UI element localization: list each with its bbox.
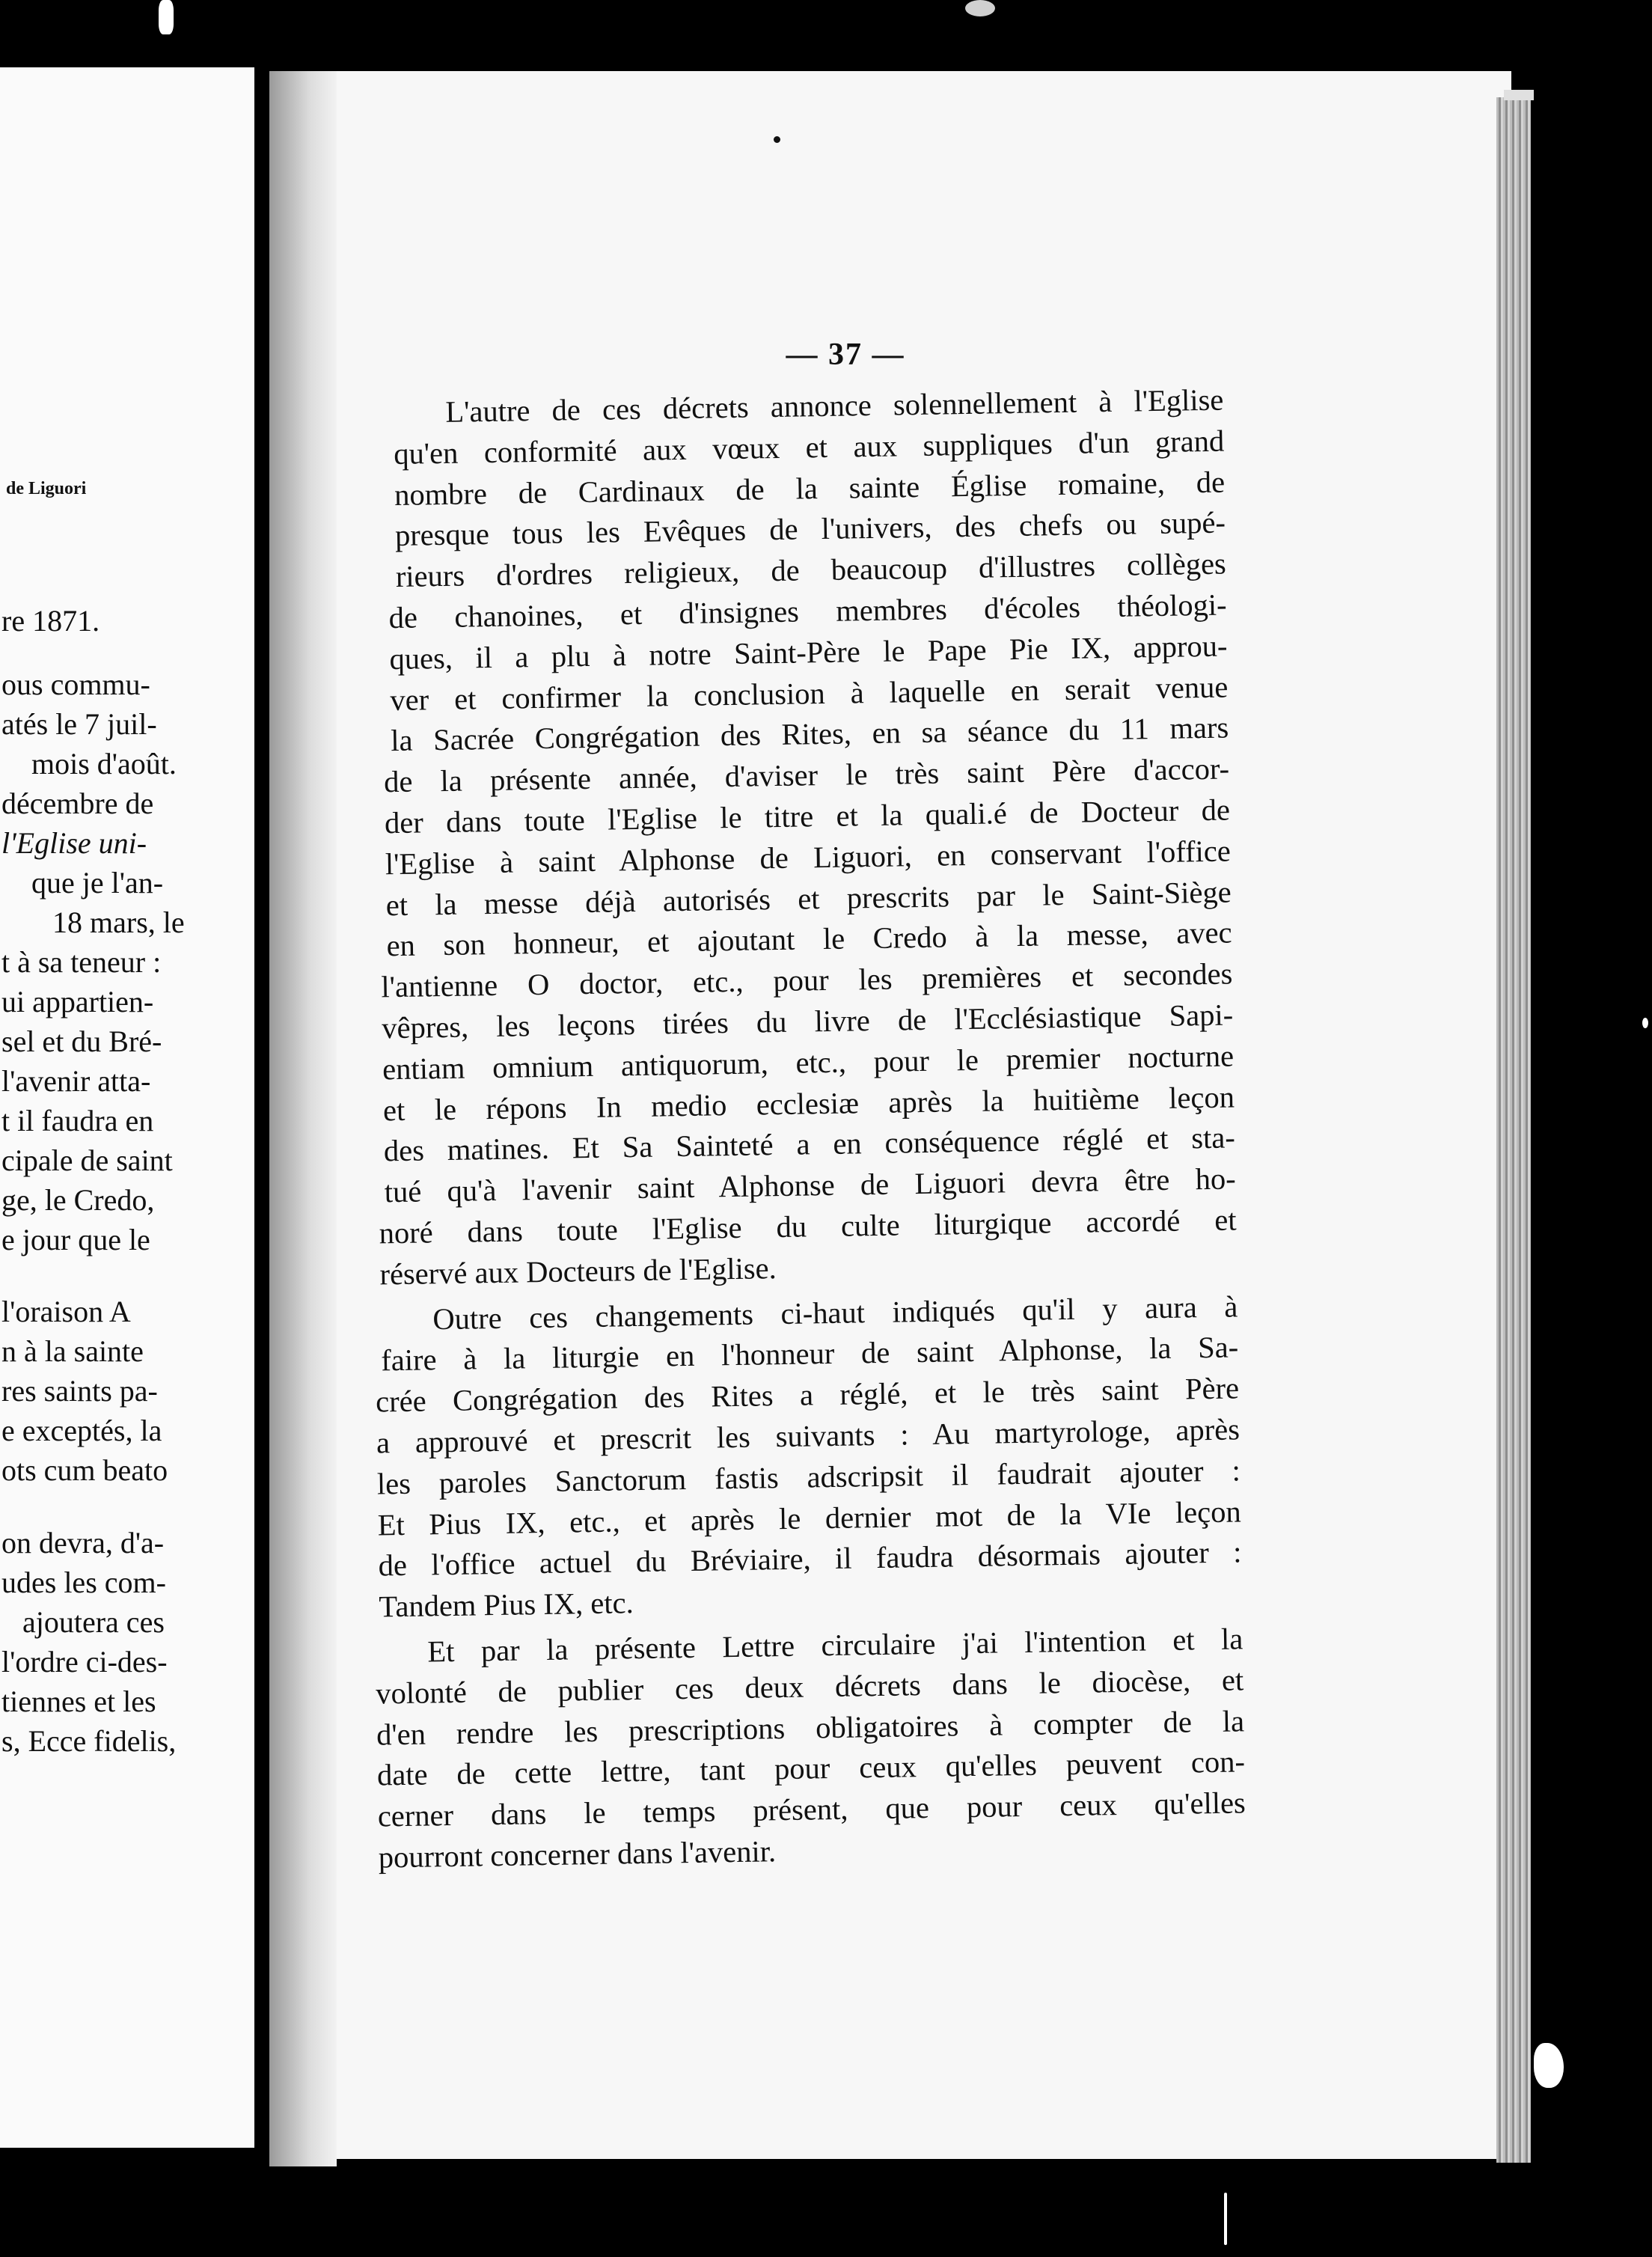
text-line: entiam omnium antiquorum, etc., pour le premier nocturne <box>382 1039 1235 1087</box>
text-line: Outre ces changements ci-haut indiqués qu'il y aura à <box>432 1289 1238 1336</box>
text-line: de l'office actuel du Bréviaire, il faudra désormais ajouter : <box>378 1535 1242 1583</box>
left-line: l'ordre ci-des- <box>1 1645 168 1679</box>
left-line: décembre de <box>1 787 154 820</box>
text-line: l'Eglise à saint Alphonse de Liguori, en conservant l'office <box>385 834 1232 881</box>
text-line: pourront concerner dans l'avenir. <box>378 1834 777 1875</box>
page-stack-edge <box>1496 97 1531 2163</box>
left-line: re 1871. <box>1 604 100 638</box>
text-line: faire à la liturgie en l'honneur de saint Alphonse, la Sa- <box>380 1330 1239 1378</box>
text-line: cerner dans le temps présent, que pour ceux qu'elles <box>377 1786 1246 1833</box>
text-line: Et Pius IX, etc., et après le dernier mot de la VIe leçon <box>377 1494 1241 1542</box>
scan-speck <box>1642 1018 1648 1028</box>
left-line: 18 mars, le <box>52 905 185 939</box>
text-line: vêpres, les leçons tirées du livre de l'Ecclésiastique Sapi- <box>381 998 1234 1045</box>
left-line: ajoutera ces <box>22 1605 165 1639</box>
left-line: ge, le Credo, <box>1 1183 155 1217</box>
scan-speck <box>1224 2193 1227 2245</box>
left-line: sel et du Bré- <box>1 1024 162 1058</box>
text-line: réservé aux Docteurs de l'Eglise. <box>379 1250 777 1292</box>
ink-dot <box>774 136 780 143</box>
page-gutter-shadow <box>269 71 337 2166</box>
page-number: — 37 — <box>786 338 905 372</box>
left-line: e jour que le <box>1 1223 150 1256</box>
left-line: l'Eglise uni- <box>1 826 147 860</box>
scan-speck <box>159 0 174 34</box>
left-line: on devra, d'a- <box>1 1526 165 1560</box>
left-line: t à sa teneur : <box>1 945 162 979</box>
scan-speck <box>965 0 995 16</box>
scan-speck <box>1534 2043 1564 2088</box>
left-line: ous commu- <box>1 668 150 701</box>
text-line: qu'en conformité aux vœux et aux suppliques d'un grand <box>393 424 1225 471</box>
text-line: des matines. Et Sa Sainteté a en conséquence réglé et sta- <box>383 1120 1236 1168</box>
text-line: les paroles Sanctorum fastis adscripsit il faudrait ajouter : <box>376 1453 1241 1501</box>
text-line: crée Congrégation des Rites a réglé, et le très saint Père <box>375 1371 1240 1419</box>
left-line: e exceptés, la <box>1 1414 162 1447</box>
left-line: cipale de saint <box>1 1143 173 1177</box>
left-line: mois d'août. <box>31 747 177 781</box>
text-line: presque tous les Evêques de l'univers, des chefs ou supé- <box>394 505 1226 553</box>
text-line: Tandem Pius IX, etc. <box>379 1586 634 1624</box>
text-line: de la présente année, d'aviser le très saint Père d'accor- <box>383 751 1230 799</box>
left-line: l'oraison A <box>1 1295 131 1328</box>
text-line: la Sacrée Congrégation des Rites, en sa séance du 11 mars <box>390 710 1229 758</box>
text-line: date de cette lettre, tant pour ceux qu'elles peuvent con- <box>376 1744 1246 1792</box>
text-line: et la messe déjà autorisés et prescrits par le Saint-Siège <box>385 875 1232 922</box>
page-stack-edge-cap <box>1504 90 1534 100</box>
left-line: atés le 7 juil- <box>1 707 157 741</box>
left-line: ui appartien- <box>1 985 154 1018</box>
text-line: et le répons In medio ecclesiæ après la huitième leçon <box>382 1079 1235 1127</box>
left-line: t il faudra en <box>1 1104 154 1137</box>
text-line: nombre de Cardinaux de la sainte Église romaine, de <box>394 465 1226 512</box>
text-line: l'antienne O doctor, etc., pour les premières et secondes <box>381 956 1233 1004</box>
text-line: volonté de publier ces deux décrets dans le diocèse, et <box>375 1663 1244 1711</box>
text-line: L'autre de ces décrets annonce solennellement à l'Eglise <box>445 382 1224 429</box>
body-text <box>375 380 1246 1878</box>
text-line: a approuvé et prescrit les suivants : Au martyrologe, après <box>376 1412 1240 1460</box>
left-line: tiennes et les <box>1 1685 156 1718</box>
text-line: d'en rendre les prescriptions obligatoires à compter de la <box>376 1703 1245 1752</box>
left-line: res saints pa- <box>1 1374 158 1408</box>
left-line: n à la sainte <box>1 1334 144 1368</box>
left-page <box>0 67 254 2148</box>
left-line: que je l'an- <box>31 866 164 900</box>
left-running-header: de Liguori <box>6 479 87 498</box>
text-line: ques, il a plu à notre Saint-Père le Pape Pie IX, approu- <box>389 629 1228 676</box>
left-line: ots cum beato <box>1 1453 168 1487</box>
left-line: l'avenir atta- <box>1 1064 151 1098</box>
left-line: udes les com- <box>1 1566 166 1599</box>
text-line: rieurs d'ordres religieux, de beaucoup d'illustres collèges <box>395 546 1227 594</box>
left-line: s, Ecce fidelis, <box>1 1724 177 1758</box>
text-line: der dans toute l'Eglise le titre et la quali.é de Docteur de <box>384 792 1231 840</box>
text-line: Et par la présente Lettre circulaire j'ai l'intention et la <box>427 1622 1243 1669</box>
text-line: tué qu'à l'avenir saint Alphonse de Liguori devra être ho- <box>384 1161 1236 1209</box>
text-line: noré dans toute l'Eglise du culte liturgique accordé et <box>379 1203 1237 1250</box>
text-line: ver et confirmer la conclusion à laquelle en serait venue <box>390 670 1229 717</box>
text-line: de chanoines, et d'insignes membres d'écoles théologi- <box>388 587 1227 635</box>
text-line: en son honneur, et ajoutant le Credo à la messe, avec <box>386 915 1232 963</box>
